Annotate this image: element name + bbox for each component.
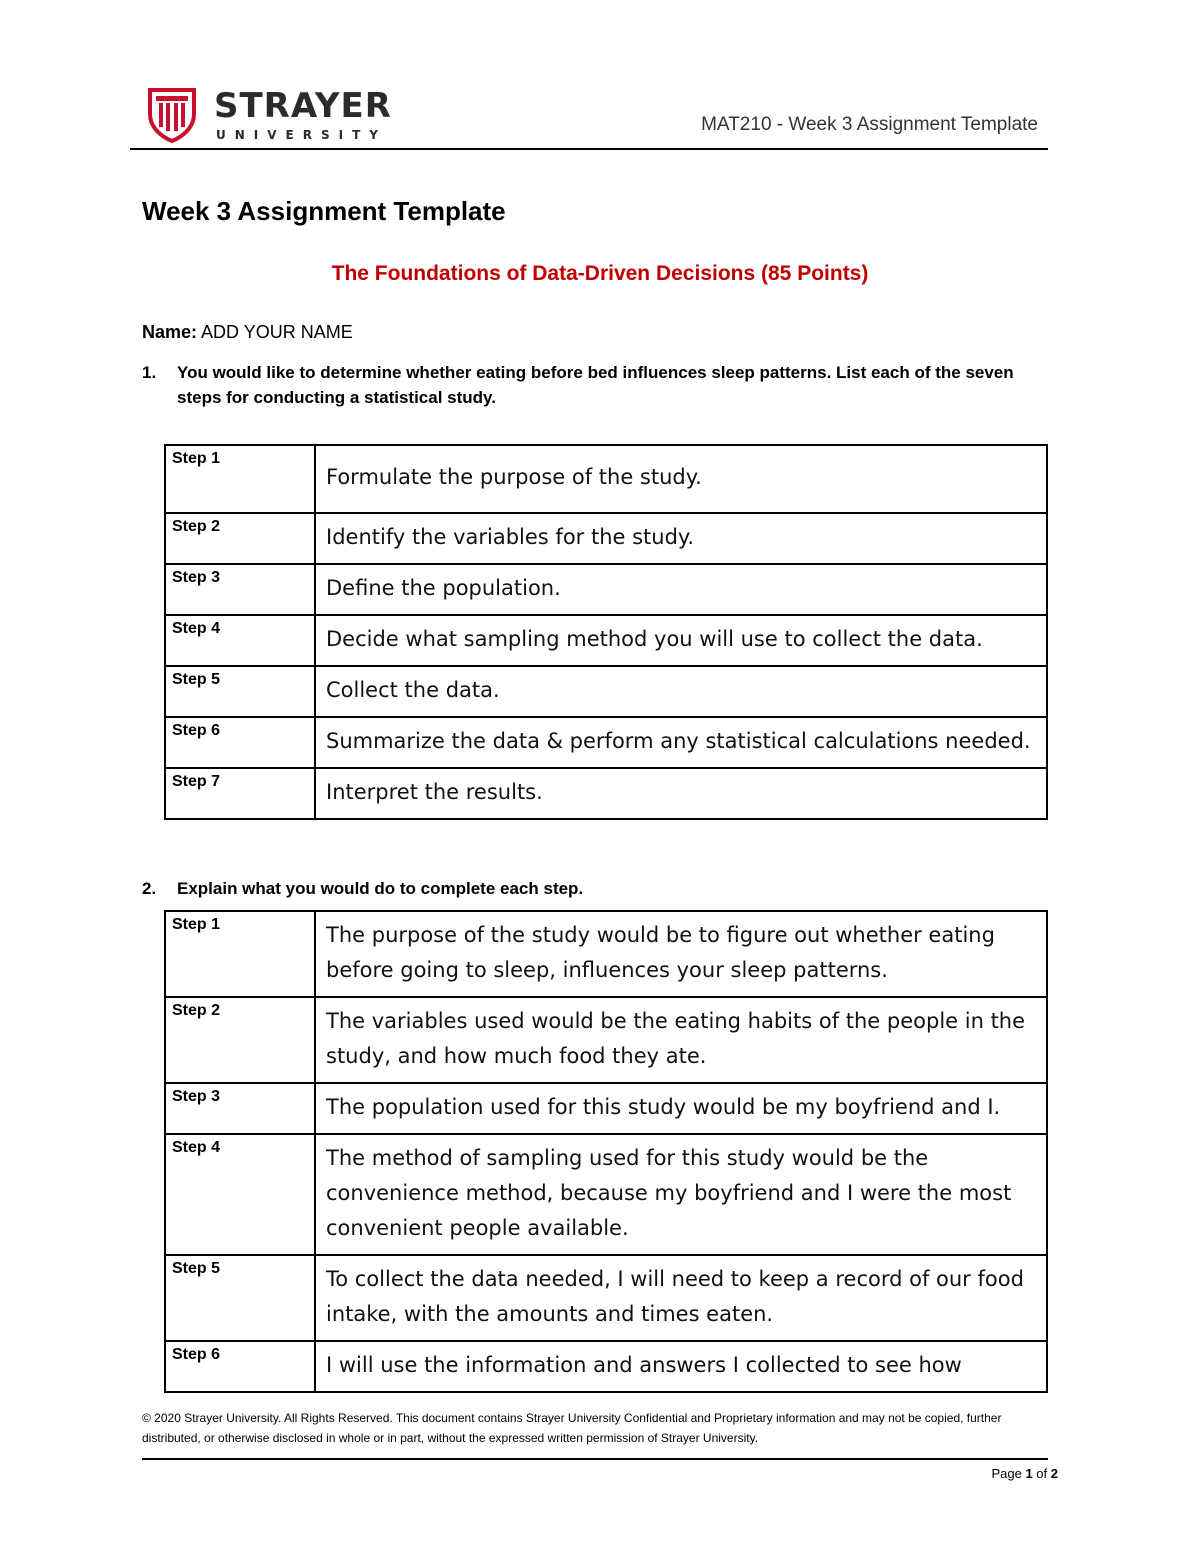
question-number: 1. bbox=[142, 363, 157, 382]
question-number: 2. bbox=[142, 879, 157, 898]
table-row bbox=[165, 1255, 1047, 1341]
name-value: ADD YOUR NAME bbox=[197, 322, 353, 342]
logo-subtitle: UNIVERSITY bbox=[216, 128, 387, 142]
strayer-logo bbox=[142, 84, 402, 146]
table-row bbox=[165, 666, 1047, 717]
step-label: Step 7 bbox=[165, 768, 315, 819]
step-answer: Interpret the results. bbox=[315, 768, 1047, 819]
step-answer: The variables used would be the eating habits of the people in the study, and how much food they ate. bbox=[315, 997, 1047, 1083]
question-1 bbox=[142, 360, 1062, 412]
step-answer: The purpose of the study would be to figure out whether eating before going to sleep, influences your sleep patterns. bbox=[315, 911, 1047, 997]
logo-wordmark: STRAYER bbox=[214, 86, 392, 126]
page-total: 2 bbox=[1050, 1466, 1058, 1481]
question-text: You would like to determine whether eating before bed influences sleep patterns. List each of the seven steps for conducting a statistical study. bbox=[177, 363, 1014, 407]
table-row bbox=[165, 513, 1047, 564]
page-current: 1 bbox=[1025, 1466, 1033, 1481]
step-label: Step 1 bbox=[165, 911, 315, 997]
step-label: Step 3 bbox=[165, 564, 315, 615]
step-answer: Decide what sampling method you will use to collect the data. bbox=[315, 615, 1047, 666]
step-answer: The population used for this study would be my boyfriend and I. bbox=[315, 1083, 1047, 1134]
step-answer: The method of sampling used for this study would be the convenience method, because my boyfriend and I were the most convenient people available. bbox=[315, 1134, 1047, 1255]
table-row bbox=[165, 768, 1047, 819]
step-label: Step 2 bbox=[165, 513, 315, 564]
step-label: Step 6 bbox=[165, 1341, 315, 1392]
shield-icon bbox=[142, 84, 202, 144]
step-answer: To collect the data needed, I will need to keep a record of our food intake, with the amounts and times eaten. bbox=[315, 1255, 1047, 1341]
step-label: Step 5 bbox=[165, 666, 315, 717]
step-answer: Define the population. bbox=[315, 564, 1047, 615]
page-header bbox=[130, 80, 1048, 150]
name-label: Name: bbox=[142, 322, 198, 342]
table-row bbox=[165, 615, 1047, 666]
copyright-notice: © 2020 Strayer University. All Rights Reserved. This document contains Strayer University Confidential and Proprietary information and may not be copied, further distributed, or otherwise disclosed in whole or in part, without the expressed written permission of Strayer University. bbox=[142, 1411, 1002, 1445]
step-answer: I will use the information and answers I collected to see how bbox=[315, 1341, 1047, 1392]
table-row bbox=[165, 1134, 1047, 1255]
question-text: Explain what you would do to complete each step. bbox=[177, 879, 584, 898]
steps-table-1 bbox=[164, 444, 1048, 820]
step-label: Step 3 bbox=[165, 1083, 315, 1134]
step-answer: Collect the data. bbox=[315, 666, 1047, 717]
step-answer: Summarize the data & perform any statistical calculations needed. bbox=[315, 717, 1047, 768]
step-label: Step 6 bbox=[165, 717, 315, 768]
footer-divider bbox=[142, 1458, 1048, 1460]
assignment-subtitle: The Foundations of Data-Driven Decisions (85 Points) bbox=[331, 262, 869, 285]
table-row bbox=[165, 717, 1047, 768]
step-answer: Formulate the purpose of the study. bbox=[315, 445, 1047, 513]
steps-table-2 bbox=[164, 910, 1048, 1393]
name-line bbox=[142, 322, 353, 343]
page-title: Week 3 Assignment Template bbox=[142, 196, 506, 226]
course-title: MAT210 - Week 3 Assignment Template bbox=[701, 114, 1038, 135]
question-2 bbox=[142, 876, 1062, 902]
step-answer: Identify the variables for the study. bbox=[315, 513, 1047, 564]
step-label: Step 4 bbox=[165, 615, 315, 666]
table-row bbox=[165, 1083, 1047, 1134]
page-number bbox=[991, 1466, 1058, 1481]
table-row bbox=[165, 564, 1047, 615]
table-row bbox=[165, 911, 1047, 997]
step-label: Step 5 bbox=[165, 1255, 315, 1341]
table-row bbox=[165, 997, 1047, 1083]
page-of: of bbox=[1036, 1466, 1048, 1481]
step-label: Step 1 bbox=[165, 445, 315, 513]
step-label: Step 2 bbox=[165, 997, 315, 1083]
table-row bbox=[165, 445, 1047, 513]
page-label: Page bbox=[991, 1466, 1022, 1481]
step-label: Step 4 bbox=[165, 1134, 315, 1255]
table-row bbox=[165, 1341, 1047, 1392]
